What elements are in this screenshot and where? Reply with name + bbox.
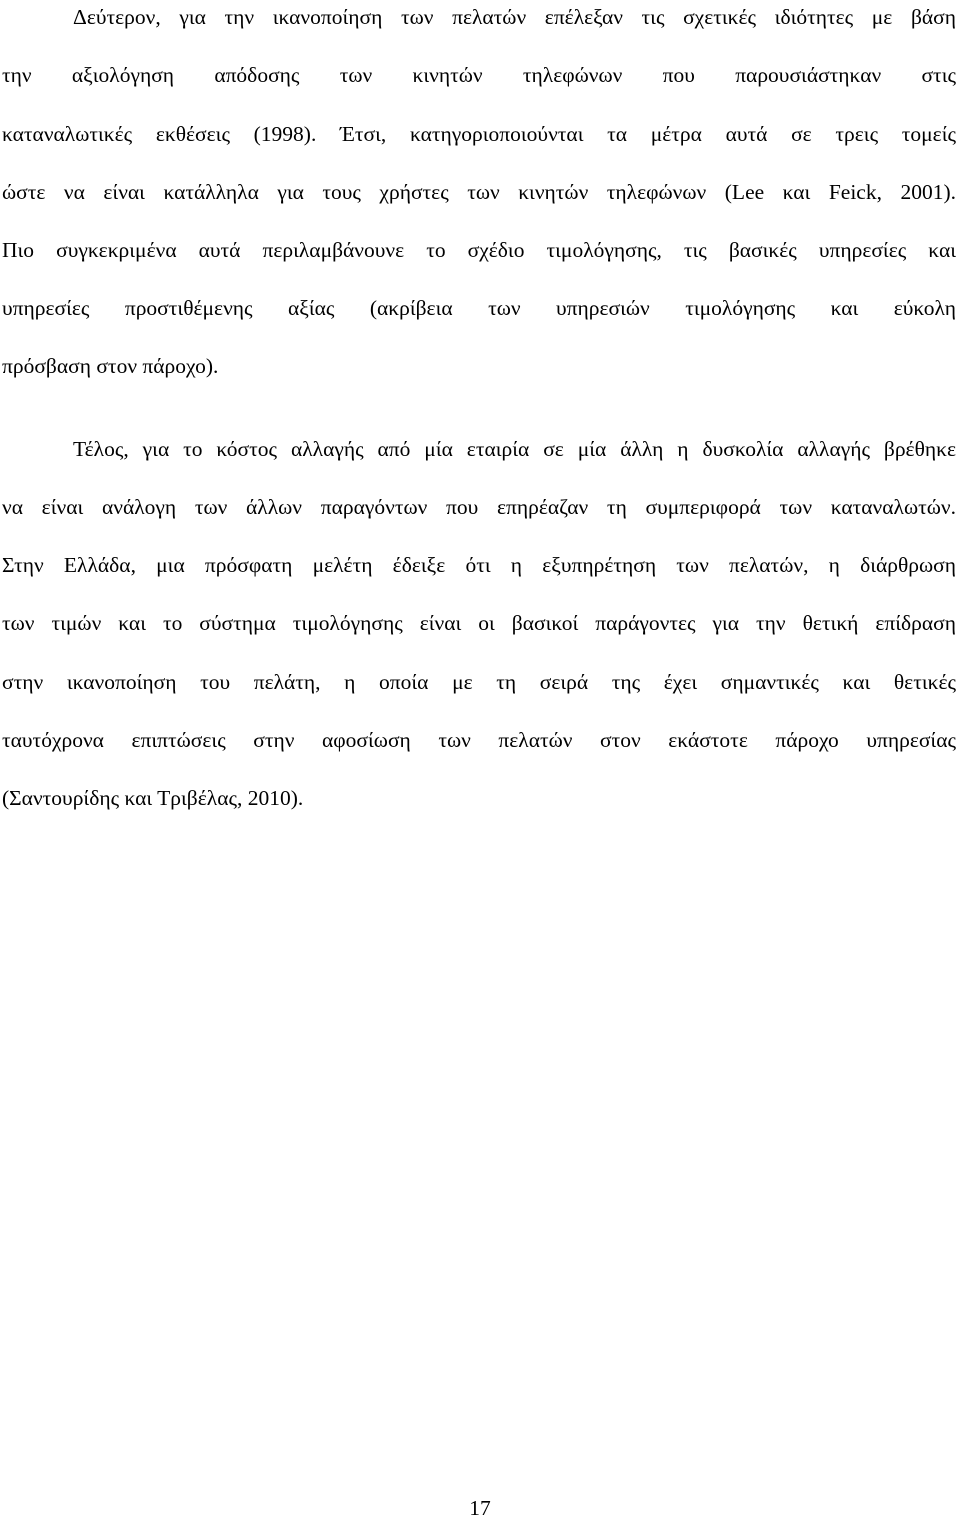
text-line: ώστε να είναι κατάλληλα για τους χρήστες των κινητών τηλεφώνων (Lee και Feick, 2001). xyxy=(2,180,956,204)
text-line: την αξιολόγηση απόδοσης των κινητών τηλεφώνων που παρουσιάστηκαν στις xyxy=(2,63,956,87)
text-line: Δεύτερον, για την ικανοποίηση των πελατών επέλεξαν τις σχετικές ιδιότητες με βάση xyxy=(73,5,956,29)
text-line: των τιμών και το σύστημα τιμολόγησης είναι οι βασικοί παράγοντες για την θετική επίδραση xyxy=(2,611,956,635)
text-line: πρόσβαση στον πάροχο). xyxy=(2,354,219,378)
text-line: Πιο συγκεκριμένα αυτά περιλαμβάνουνε το σχέδιο τιμολόγησης, τις βασικές υπηρεσίες και xyxy=(2,238,956,262)
text-line: Τέλος, για το κόστος αλλαγής από μία εταιρία σε μία άλλη η δυσκολία αλλαγής βρέθηκε xyxy=(73,437,956,461)
text-line: Στην Ελλάδα, μια πρόσφατη μελέτη έδειξε ότι η εξυπηρέτηση των πελατών, η διάρθρωση xyxy=(2,553,956,577)
text-line: καταναλωτικές εκθέσεις (1998). Έτσι, κατηγοριοποιούνται τα μέτρα αυτά σε τρεις τομείς xyxy=(2,122,956,146)
text-line: να είναι ανάλογη των άλλων παραγόντων που επηρέαζαν τη συμπεριφορά των καταναλωτών. xyxy=(2,495,956,519)
text-line: ταυτόχρονα επιπτώσεις στην αφοσίωση των πελατών στον εκάστοτε πάροχο υπηρεσίας xyxy=(2,728,956,752)
text-line: υπηρεσίες προστιθέμενης αξίας (ακρίβεια των υπηρεσιών τιμολόγησης και εύκολη xyxy=(2,296,956,320)
text-line: (Σαντουρίδης και Τριβέλας, 2010). xyxy=(2,786,304,810)
page-number: 17 xyxy=(469,1496,491,1520)
text-line: στην ικανοποίηση του πελάτη, η οποία με τη σειρά της έχει σημαντικές και θετικές xyxy=(2,670,956,694)
